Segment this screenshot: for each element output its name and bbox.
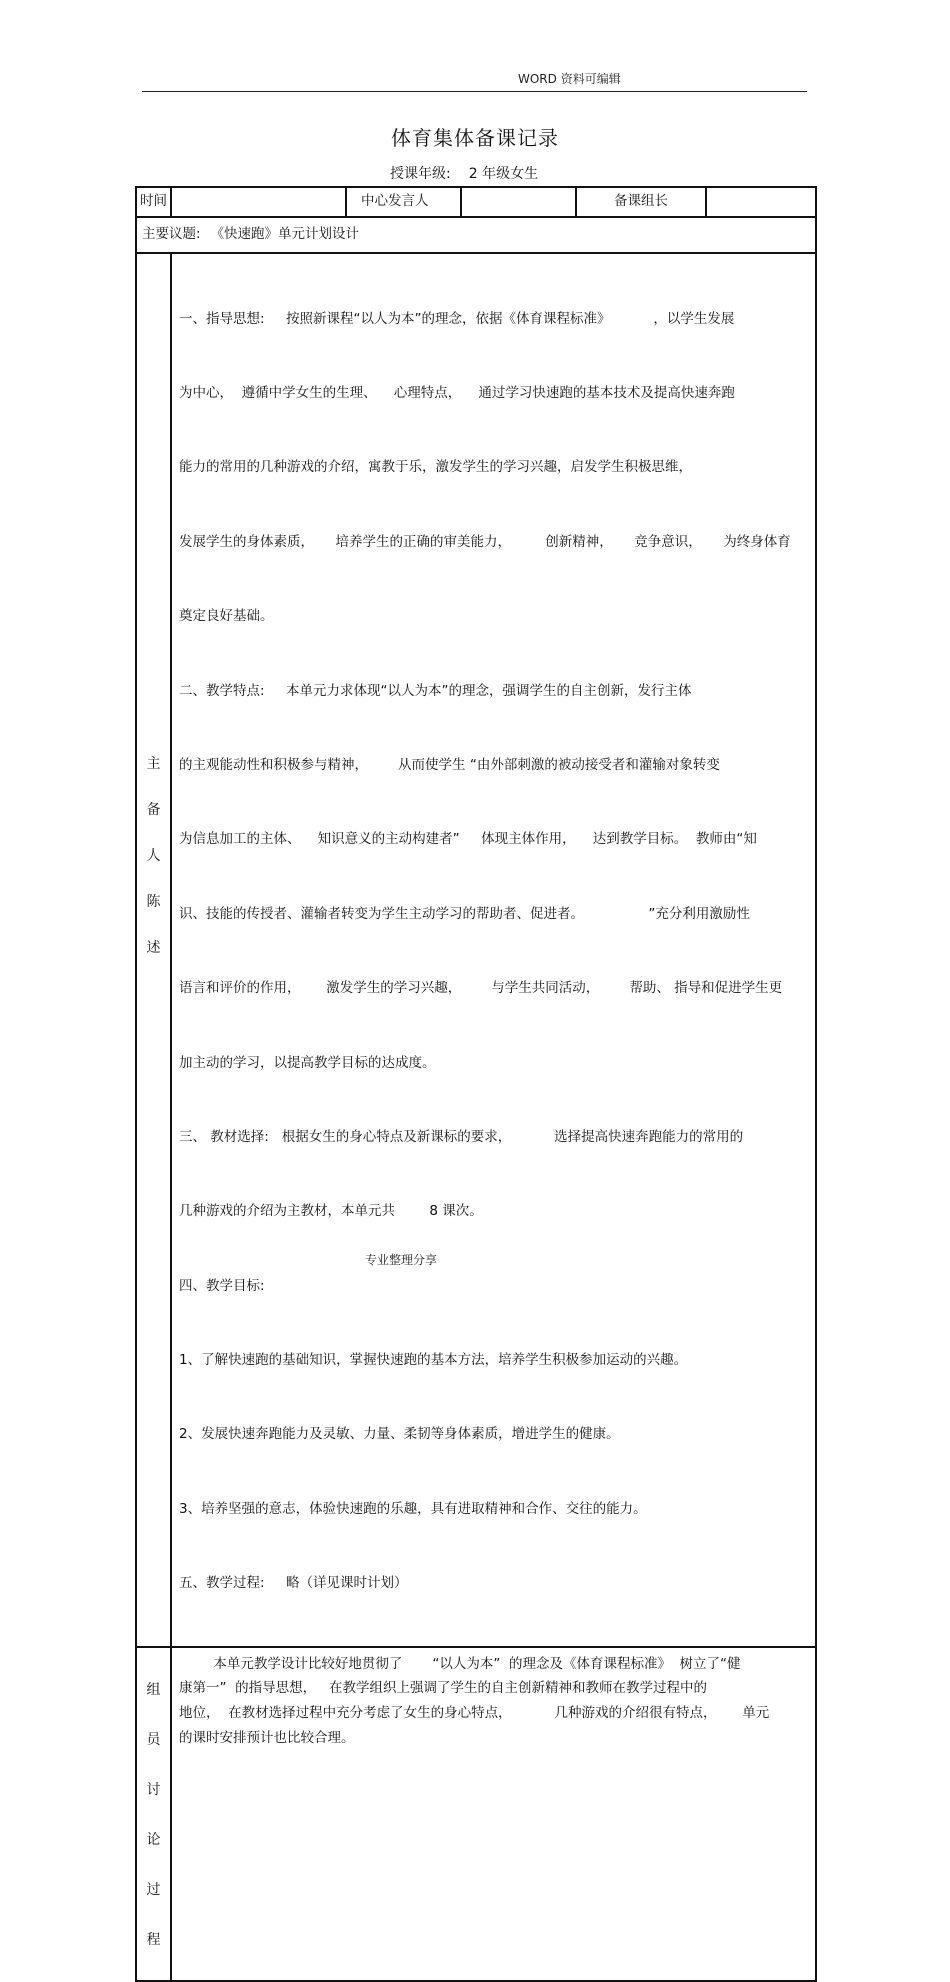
topic-value: 《快速跑》单元计划设计: [210, 226, 360, 242]
discussion-label-char: 讨: [146, 1781, 161, 1798]
topic-cell: [136, 217, 816, 253]
speaker-value-cell[interactable]: [461, 187, 576, 217]
discussion-body: [171, 1647, 816, 1981]
discussion-label-char: 论: [146, 1831, 161, 1848]
leader-value-cell[interactable]: [706, 187, 816, 217]
grade-value: 2 年级女生: [468, 166, 539, 182]
time-value-cell[interactable]: [171, 187, 346, 217]
header-rule: [142, 91, 807, 92]
grade-line: [390, 163, 538, 183]
text-line: 几种游戏的介绍为主教材，本单元共 8 课次。: [179, 1203, 483, 1220]
text-line: 语言和评价的作用， 激发学生的学习兴趣， 与学生共同活动， 帮助、 指导和促进学生更: [179, 980, 783, 997]
text-line: 一、指导思想: 按照新课程“以人为本”的理念，依据《体育课程标准》 ，以学生发展: [179, 310, 735, 327]
text-line: 本单元教学设计比较好地贯彻了 “以人为本” 的理念及《体育课程标准》 树立了“健: [179, 1655, 741, 1672]
time-label: 时间: [136, 187, 171, 217]
text-line: 四、教学目标:: [179, 1277, 265, 1294]
text-line: 的课时安排预计也比较合理。: [179, 1730, 355, 1747]
topic-label: 主要议题:: [142, 226, 201, 242]
discussion-label: [136, 1647, 171, 1981]
text-line: 为中心， 遵循中学女生的生理、 心理特点， 通过学习快速跑的基本技术及提高快速奔跑: [179, 384, 735, 401]
discussion-label-char: 组: [146, 1681, 161, 1698]
grade-label: 授课年级:: [390, 166, 451, 182]
record-table: [135, 186, 817, 1982]
discussion-row: [136, 1647, 816, 1981]
main-statement-body: [171, 253, 816, 1647]
text-line: 的主观能动性和积极参与精神， 从而使学生 “由外部刺激的被动接受者和灌输对象转变: [179, 756, 720, 773]
text-line: 发展学生的身体素质， 培养学生的正确的审美能力， 创新精神， 竞争意识， 为终身体育: [179, 533, 791, 550]
topic-row: [136, 217, 816, 253]
text-line: 2、发展快速奔跑能力及灵敏、力量、柔韧等身体素质，增进学生的健康。: [179, 1426, 620, 1443]
main-label-char: 主: [146, 755, 161, 772]
text-line: 为信息加工的主体、 知识意义的主动构建者” 体现主体作用， 达到教学目标。 教师由“知: [179, 831, 757, 848]
text-line: 康第一” 的指导思想， 在教学组织上强调了学生的自主创新精神和教师在教学过程中的: [179, 1680, 707, 1697]
main-label-char: 述: [146, 939, 161, 956]
text-line: 1、了解快速跑的基础知识，掌握快速跑的基本方法，培养学生积极参加运动的兴趣。: [179, 1352, 688, 1369]
main-statement-label: [136, 253, 171, 1647]
text-line: 3、培养坚强的意志，体验快速跑的乐趣，具有进取精神和合作、交往的能力。: [179, 1500, 647, 1517]
main-label-char: 陈: [146, 893, 161, 910]
text-line: 三、 教材选择: 根据女生的身心特点及新课标的要求， 选择提高快速奔跑能力的常用的: [179, 1128, 744, 1145]
info-row: [136, 187, 816, 217]
text-line: 地位， 在教材选择过程中充分考虑了女生的身心特点， 几种游戏的介绍很有特点， 单元: [179, 1705, 770, 1722]
text-line: 二、教学特点: 本单元力求体现“以人为本”的理念，强调学生的自主创新，发行主体: [179, 682, 692, 699]
footer-text: 专业整理分享: [365, 1253, 438, 1267]
discussion-label-char: 过: [146, 1881, 161, 1898]
page-title: 体育集体备课记录: [391, 126, 559, 150]
main-label-char: 人: [146, 847, 161, 864]
discussion-label-char: 程: [146, 1931, 161, 1948]
main-label-char: 备: [146, 801, 161, 818]
header-watermark: WORD 资料可编辑: [518, 72, 621, 86]
discussion-label-char: 员: [146, 1731, 161, 1748]
text-line: 加主动的学习，以提高教学目标的达成度。: [179, 1054, 436, 1071]
speaker-label: 中心发言人: [346, 187, 461, 217]
text-line: 识、技能的传授者、灌输者转变为学生主动学习的帮助者、促进者。 ”充分利用激励性: [179, 905, 750, 922]
text-line: 能力的常用的几种游戏的介绍，寓教于乐，激发学生的学习兴趣，启发学生积极思维，: [179, 459, 692, 476]
text-line: 奠定良好基础。: [179, 608, 274, 625]
main-statement-row: [136, 253, 816, 1647]
text-line: 五、教学过程: 略（详见课时计划）: [179, 1575, 408, 1592]
leader-label: 备课组长: [576, 187, 706, 217]
